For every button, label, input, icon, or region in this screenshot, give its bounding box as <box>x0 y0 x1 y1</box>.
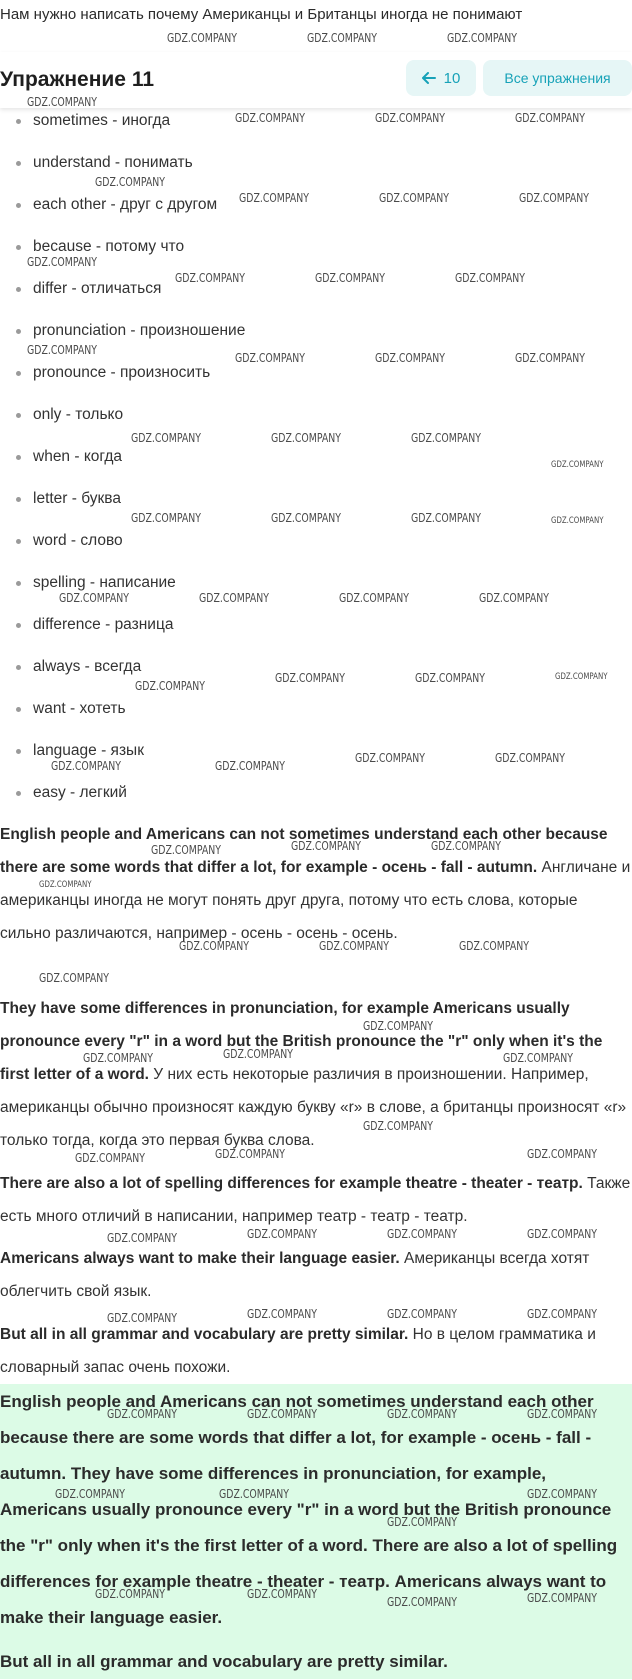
all-exercises-button[interactable]: Все упражнения <box>483 60 632 96</box>
list-item: when - когда <box>0 436 632 478</box>
watermark: GDZ.COMPANY <box>387 1515 458 1529</box>
watermark: GDZ.COMPANY <box>291 839 362 853</box>
list-item: difference - разница <box>0 604 632 646</box>
list-item: pronounce - произносить <box>0 352 632 394</box>
watermark: GDZ.COMPANY <box>431 839 502 853</box>
watermark: GDZ.COMPANY <box>551 460 604 470</box>
paragraph: English people and Americans can not sometimes understand each other because there are some words that differ a lot, for example - осень - fall - autumn. Англичане и американцы иногда не могут понять друг друга, потому что есть слова, которые сильно различаются, например - осень - осень - осень. <box>0 826 631 942</box>
list-item: spelling - написание <box>0 562 632 604</box>
bullet-icon <box>16 749 21 754</box>
watermark: GDZ.COMPANY <box>107 1407 178 1421</box>
watermark: GDZ.COMPANY <box>271 511 342 525</box>
watermark: GDZ.COMPANY <box>219 1487 290 1501</box>
watermark: GDZ.COMPANY <box>247 1227 318 1241</box>
list-item: understand - понимать <box>0 142 632 184</box>
watermark: GDZ.COMPANY <box>83 1051 154 1065</box>
watermark: GDZ.COMPANY <box>39 880 92 890</box>
list-item: easy - легкий <box>0 772 632 814</box>
watermark: GDZ.COMPANY <box>55 1487 126 1501</box>
vocabulary-list <box>0 100 632 814</box>
watermark: GDZ.COMPANY <box>131 431 202 445</box>
watermark: GDZ.COMPANY <box>411 431 482 445</box>
list-item: word - слово <box>0 520 632 562</box>
watermark: GDZ.COMPANY <box>131 511 202 525</box>
watermark: GDZ.COMPANY <box>151 843 222 857</box>
watermark: GDZ.COMPANY <box>379 191 450 205</box>
bullet-icon <box>16 665 21 670</box>
bullet-icon <box>16 581 21 586</box>
page-title: Упражнение 11 <box>0 68 155 91</box>
list-item: each other - друг с другом <box>0 184 632 226</box>
watermark: GDZ.COMPANY <box>495 751 566 765</box>
watermark: GDZ.COMPANY <box>271 431 342 445</box>
watermark: GDZ.COMPANY <box>199 591 270 605</box>
answer-block <box>0 1384 632 1679</box>
watermark: GDZ.COMPANY <box>235 111 306 125</box>
watermark: GDZ.COMPANY <box>27 343 98 357</box>
watermark: GDZ.COMPANY <box>551 516 604 526</box>
watermark: GDZ.COMPANY <box>447 31 518 45</box>
watermark: GDZ.COMPANY <box>375 111 446 125</box>
watermark: GDZ.COMPANY <box>27 255 98 269</box>
previous-exercise-button[interactable] <box>406 60 476 96</box>
watermark: GDZ.COMPANY <box>215 1147 286 1161</box>
paragraph: They have some differences in pronunciation, for example Americans usually pronounce every "r" in a word but the British pronounce the "r" only when it's the first letter of a word. У них есть некоторые различия в произношении. Например, американцы обычно произносят каждую букву «r» в слове, а британцы произносят «r» только тогда, когда это первая буква слова. <box>0 1000 627 1149</box>
bullet-icon <box>16 245 21 250</box>
watermark: GDZ.COMPANY <box>387 1307 458 1321</box>
watermark: GDZ.COMPANY <box>59 591 130 605</box>
watermark: GDZ.COMPANY <box>515 111 586 125</box>
bullet-icon <box>16 287 21 292</box>
watermark: GDZ.COMPANY <box>527 1487 598 1501</box>
watermark: GDZ.COMPANY <box>363 1119 434 1133</box>
watermark: GDZ.COMPANY <box>479 591 550 605</box>
watermark: GDZ.COMPANY <box>375 351 446 365</box>
bullet-icon <box>16 161 21 166</box>
watermark: GDZ.COMPANY <box>223 1047 294 1061</box>
bullet-icon <box>16 623 21 628</box>
bullet-icon <box>16 707 21 712</box>
watermark: GDZ.COMPANY <box>27 95 98 109</box>
watermark: GDZ.COMPANY <box>235 351 306 365</box>
watermark: GDZ.COMPANY <box>363 1019 434 1033</box>
answer-paragraph: English people and Americans can not sometimes understand each other because there are some words that differ a lot, for example - осень - fall - autumn. They have some differences in pronunciation, for example, Americans usually pronounce every "r" in a word but the British pronounce the "r" only when it's the first letter of a word. There are also a lot of spelling differences for example theatre - theater - театр. Americans always want to make their language easier. <box>0 1392 618 1627</box>
watermark: GDZ.COMPANY <box>515 351 586 365</box>
watermark: GDZ.COMPANY <box>215 759 286 773</box>
bullet-icon <box>16 539 21 544</box>
watermark: GDZ.COMPANY <box>339 591 410 605</box>
list-item: differ - отличаться <box>0 268 632 310</box>
watermark: GDZ.COMPANY <box>411 511 482 525</box>
watermark: GDZ.COMPANY <box>527 1407 598 1421</box>
watermark: GDZ.COMPANY <box>387 1227 458 1241</box>
paragraph: There are also a lot of spelling differences for example theatre - theater - театр. Также есть много отличий в написании, например театр - театр - театр. <box>0 1175 631 1225</box>
bullet-icon <box>16 497 21 502</box>
list-item: only - только <box>0 394 632 436</box>
bullet-icon <box>16 413 21 418</box>
watermark: GDZ.COMPANY <box>387 1407 458 1421</box>
list-item: want - хотеть <box>0 688 632 730</box>
answer-paragraph: But all in all grammar and vocabulary are pretty similar. <box>0 1652 448 1671</box>
watermark: GDZ.COMPANY <box>107 1231 178 1245</box>
watermark: GDZ.COMPANY <box>247 1307 318 1321</box>
watermark: GDZ.COMPANY <box>247 1587 318 1601</box>
watermark: GDZ.COMPANY <box>95 175 166 189</box>
bullet-icon <box>16 455 21 460</box>
list-item: pronunciation - произношение <box>0 310 632 352</box>
watermark: GDZ.COMPANY <box>527 1591 598 1605</box>
list-item: language - язык <box>0 730 632 772</box>
bullet-icon <box>16 329 21 334</box>
paragraph: But all in all grammar and vocabulary are pretty similar. Но в целом грамматика и словарный запас очень похожи. <box>0 1326 596 1376</box>
watermark: GDZ.COMPANY <box>175 271 246 285</box>
paragraph: Americans always want to make their language easier. Американцы всегда хотят облегчить свой язык. <box>0 1250 590 1300</box>
watermark: GDZ.COMPANY <box>527 1227 598 1241</box>
watermark: GDZ.COMPANY <box>527 1147 598 1161</box>
list-item: because - потому что <box>0 226 632 268</box>
watermark: GDZ.COMPANY <box>239 191 310 205</box>
watermark: GDZ.COMPANY <box>179 939 250 953</box>
watermark: GDZ.COMPANY <box>315 271 386 285</box>
watermark: GDZ.COMPANY <box>75 1151 146 1165</box>
watermark: GDZ.COMPANY <box>459 939 530 953</box>
watermark: GDZ.COMPANY <box>415 671 486 685</box>
watermark: GDZ.COMPANY <box>247 1407 318 1421</box>
watermark: GDZ.COMPANY <box>527 1307 598 1321</box>
watermark: GDZ.COMPANY <box>387 1595 458 1609</box>
watermark: GDZ.COMPANY <box>167 31 238 45</box>
intro-text: Нам нужно написать почему Американцы и Британцы иногда не понимают <box>0 6 523 23</box>
watermark: GDZ.COMPANY <box>355 751 426 765</box>
list-item: always - всегда <box>0 646 632 688</box>
bullet-icon <box>16 371 21 376</box>
watermark: GDZ.COMPANY <box>519 191 590 205</box>
list-item: sometimes - иногда <box>0 100 632 142</box>
watermark: GDZ.COMPANY <box>95 1587 166 1601</box>
watermark: GDZ.COMPANY <box>307 31 378 45</box>
watermark: GDZ.COMPANY <box>275 671 346 685</box>
previous-exercise-label: 10 <box>443 69 461 87</box>
arrow-left-icon <box>422 72 436 84</box>
watermark: GDZ.COMPANY <box>39 971 110 985</box>
bullet-icon <box>16 791 21 796</box>
watermark: GDZ.COMPANY <box>503 1051 574 1065</box>
watermark: GDZ.COMPANY <box>135 679 206 693</box>
list-item: letter - буква <box>0 478 632 520</box>
watermark: GDZ.COMPANY <box>51 759 122 773</box>
bullet-icon <box>16 203 21 208</box>
watermark: GDZ.COMPANY <box>455 271 526 285</box>
watermark: GDZ.COMPANY <box>107 1311 178 1325</box>
watermark: GDZ.COMPANY <box>319 939 390 953</box>
exercise-header <box>0 52 632 108</box>
watermark: GDZ.COMPANY <box>555 672 608 682</box>
bullet-icon <box>16 119 21 124</box>
